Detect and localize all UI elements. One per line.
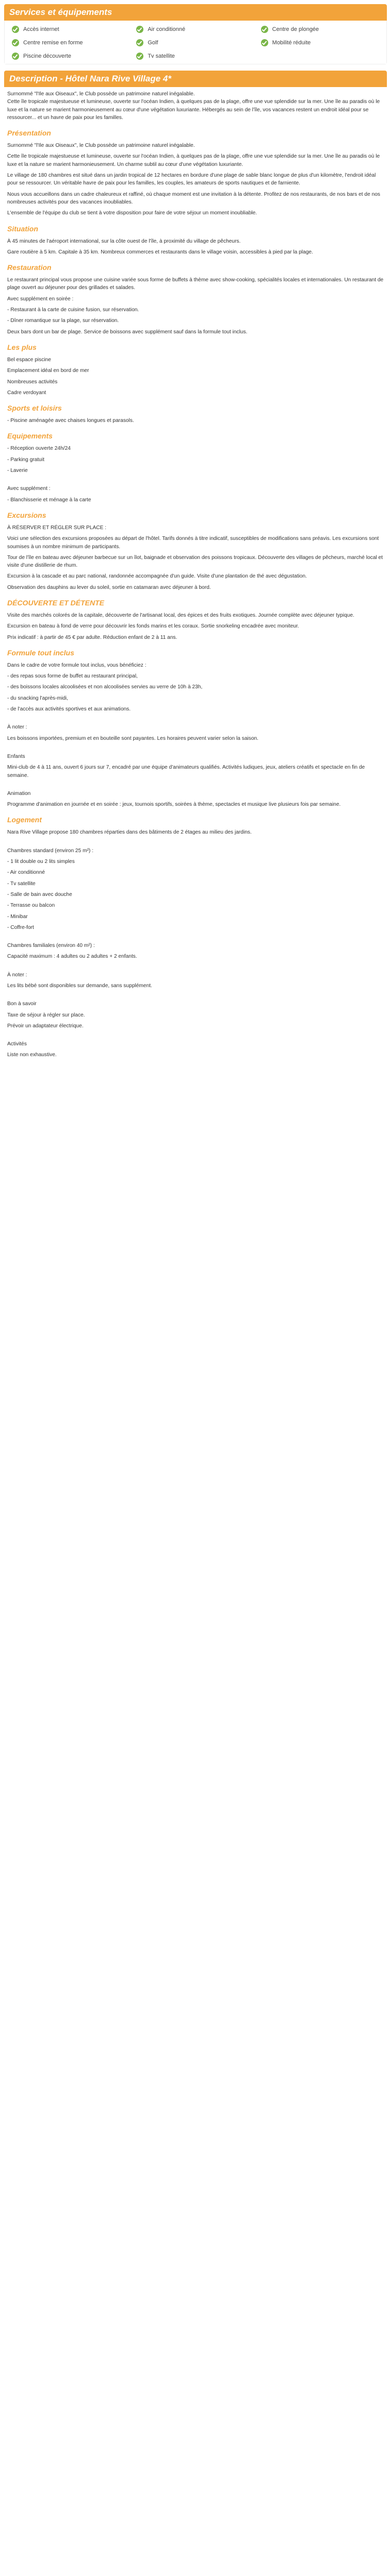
service-diving [261,26,379,33]
section-paragraph: - Parking gratuit [7,456,44,463]
services-panel [4,4,387,64]
description-title: Description - Hôtel Nara Rive Village 4* [4,71,387,87]
section-paragraph: Nombreuses activités [7,379,58,385]
service-label: Tv satellite [148,53,175,59]
paragraph-spacer [7,716,384,723]
section-paragraph: Nous vous accueillons dans un cadre chaleureux et raffiné, où chaque moment est une invitation à la détente. Profitez de nos restaurants, de nos bars et de nos nombreuses activités pour des vacances inoubliables. [7,191,381,205]
check-icon [261,26,268,33]
section-heading: DÉCOUVERTE ET DÉTENTE [7,598,104,607]
paragraph-spacer [7,1033,384,1040]
section-heading: Equipements [7,432,53,440]
paragraph-spacer [7,935,384,942]
service-label: Centre de plongée [272,26,319,32]
section-paragraph: À noter : [7,972,27,978]
section-paragraph: Les lits bébé sont disponibles sur demande, sans supplément. [7,983,152,989]
section-paragraph: Excursion en bateau à fond de verre pour découvrir les fonds marins et les coraux. Sortie snorkeling encadrée avec moniteur. [7,623,299,630]
section-paragraph: Avec supplément en soirée : [7,296,74,302]
service-golf [136,39,254,46]
section-heading: Formule tout inclus [7,648,74,657]
section-paragraph: Dans le cadre de votre formule tout inclus, vous bénéficiez : [7,662,146,668]
section-paragraph: - Blanchisserie et ménage à la carte [7,497,91,503]
section-paragraph: Emplacement idéal en bord de mer [7,368,89,374]
section-paragraph: À RÉSERVER ET RÉGLER SUR PLACE : [7,524,107,531]
section-paragraph: Cadre verdoyant [7,389,46,396]
section-paragraph: Surnommé "l'Ile aux Oiseaux", le Club possède un patrimoine naturel inégalable. [7,143,195,149]
section-paragraph: Programme d'animation en journée et en soirée : jeux, tournois sportifs, soirées à thème, spectacles et musique live plusieurs fois par semaine. [7,802,341,808]
section-paragraph: Avec supplément : [7,486,51,492]
paragraph-spacer [7,993,384,1000]
service-label: Piscine découverte [23,53,71,59]
section-paragraph: Prévoir un adaptateur électrique. [7,1023,84,1029]
section-paragraph: À noter : [7,724,27,731]
section-paragraph: - du snacking l'après-midi, [7,695,69,701]
section-paragraph: Chambres familiales (environ 40 m²) : [7,943,95,949]
paragraph-spacer [7,783,384,790]
section-paragraph: Prix indicatif : à partir de 45 € par adulte. Réduction enfant de 2 à 11 ans. [7,634,177,640]
section-paragraph: Bel espace piscine [7,357,51,363]
paragraph-spacer [7,478,384,485]
section-paragraph: - Restaurant à la carte de cuisine fusion, sur réservation. [7,307,139,313]
paragraph-spacer [7,840,384,847]
service-label: Mobilité réduite [272,40,311,46]
section-heading: Excursions [7,511,46,519]
section-paragraph: Enfants [7,753,25,759]
section-paragraph: Animation [7,790,31,796]
section-paragraph: - des boissons locales alcoolisées et non alcoolisées servies au verre de 10h à 23h, [7,684,203,690]
section-paragraph: - Piscine aménagée avec chaises longues et parasols. [7,418,134,424]
service-pool [12,53,130,60]
service-label: Centre remise en forme [23,40,83,46]
section-paragraph: - Air conditionné [7,870,45,876]
section-paragraph: À 45 minutes de l'aéroport international, sur la côte ouest de l'île, à proximité du village de pêcheurs. [7,238,241,244]
section-paragraph: Visite des marchés colorés de la capitale, découverte de l'artisanat local, des épices et des fruits exotiques. Journée complète avec déjeuner typique. [7,612,354,618]
section-paragraph: - Dîner romantique sur la plage, sur réservation. [7,318,119,324]
section-paragraph: - Salle de bain avec douche [7,891,72,897]
service-tv [136,53,254,60]
section-paragraph: L'ensemble de l'équipe du club se tient à votre disposition pour faire de votre séjour un moment inoubliable. [7,210,257,216]
section-heading: Sports et loisirs [7,404,62,413]
section-paragraph: Observation des dauphins au lever du soleil, sortie en catamaran avec déjeuner à bord. [7,584,211,590]
section-heading: Les plus [7,343,37,351]
section-paragraph: Le village de 180 chambres est situé dans un jardin tropical de 12 hectares en bordure d'une plage de sable blanc longue de plus d'un kilomètre, l'endroit idéal pour se ressourcer. Un véritable havre de paix pour les familles, les couples, les amateurs de sports nautiques et de farniente. [7,173,376,187]
section-paragraph: - de l'accès aux activités sportives et aux animations. [7,706,131,713]
section-paragraph: Capacité maximum : 4 adultes ou 2 adultes + 2 enfants. [7,954,137,960]
section-paragraph: Les boissons importées, premium et en bouteille sont payantes. Les horaires peuvent varier selon la saison. [7,735,259,741]
section-paragraph: Le restaurant principal vous propose une cuisine variée sous forme de buffets à thème avec show-cooking, spécialités locales et internationales. Un restaurant de plage ouvert au déjeuner pour des grillades et salades. [7,277,384,291]
section-paragraph: - des repas sous forme de buffet au restaurant principal, [7,673,138,680]
check-icon [12,53,19,60]
service-label: Air conditionné [148,26,186,32]
section-paragraph: - 1 lit double ou 2 lits simples [7,859,75,865]
check-icon [136,39,143,46]
paragraph-spacer [7,964,384,971]
check-icon [261,39,268,46]
section-heading: Présentation [7,129,51,138]
service-label: Accès internet [23,26,59,32]
section-paragraph: Chambres standard (environ 25 m²) : [7,848,94,854]
section-paragraph: Tour de l'île en bateau avec déjeuner barbecue sur un îlot, baignade et observation des poissons tropicaux. Découverte des villages de pêcheurs, marché local et visite d'une distillerie de rhum. [7,554,383,569]
section-heading: Logement [7,816,42,824]
services-list [4,21,387,64]
section-paragraph: Excursion à la cascade et au parc national, randonnée accompagnée d'un guide. Visite d'une plantation de thé avec dégustation. [7,573,307,580]
check-icon [136,53,143,60]
section-paragraph: Voici une sélection des excursions proposées au départ de l'hôtel. Tarifs donnés à titre indicatif, susceptibles de modifications sans préavis. Les excursions sont soumises à un nombre minimum de participants. [7,536,379,550]
service-fitness [12,39,130,46]
check-icon [136,26,143,33]
service-label: Golf [148,40,158,46]
description-content [0,87,391,1059]
section-paragraph: Deux bars dont un bar de plage. Service de boissons avec supplément sauf dans la formule tout inclus. [7,329,248,335]
section-paragraph: - Minibar [7,913,28,920]
section-paragraph: Activités [7,1041,27,1047]
section-paragraph: Liste non exhaustive. [7,1052,57,1058]
check-icon [12,39,19,46]
paragraph-spacer [7,745,384,753]
section-paragraph: Taxe de séjour à régler sur place. [7,1012,85,1018]
section-paragraph: - Réception ouverte 24h/24 [7,446,71,452]
section-paragraph: - Coffre-fort [7,924,34,930]
description-intro: Surnommé "l'Ile aux Oiseaux", le Club possède un patrimoine naturel inégalable. Cette île tropicale majestueuse et lumineuse, ouverte sur l'océan Indien, à quelques pas de la plage, offre une vue splendide sur la mer. Une île au paradis où le luxe et la nature se marient harmonieusement au cœur d'une végétation luxuriante. Hébergés au sein de l'île, vos vacances restent un endroit idéal pour se ressourcer... et un havre de paix pour les familles. [7,91,380,121]
service-internet [12,26,130,33]
section-heading: Restauration [7,263,52,272]
section-heading: Situation [7,224,38,233]
section-paragraph: Cette île tropicale majestueuse et lumineuse, ouverte sur l'océan Indien, à quelques pas de la plage, offre une vue splendide sur la mer. Une île au paradis où le luxe et la nature se marient harmonieusement. Un charme subtil au cœur d'une végétation luxuriante. [7,154,380,167]
service-air-conditioning [136,26,254,33]
section-paragraph: Gare routière à 5 km. Capitale à 35 km. Nombreux commerces et restaurants dans le village voisin, accessibles à pied par la plage. [7,249,313,255]
section-paragraph: Bon à savoir [7,1001,37,1007]
section-paragraph: - Laverie [7,468,28,474]
service-accessibility [261,39,379,46]
section-paragraph: - Tv satellite [7,880,36,887]
description-sections [7,128,384,1059]
section-paragraph: Mini-club de 4 à 11 ans, ouvert 6 jours sur 7, encadré par une équipe d'animateurs qualifiés. Activités ludiques, jeux, ateliers créatifs et spectacle en fin de semaine. [7,765,365,778]
check-icon [12,26,19,33]
section-paragraph: - Terrasse ou balcon [7,903,55,909]
section-paragraph: Nara Rive Village propose 180 chambres réparties dans des bâtiments de 2 étages au milieu des jardins. [7,829,252,836]
services-title: Services et équipements [4,4,387,21]
